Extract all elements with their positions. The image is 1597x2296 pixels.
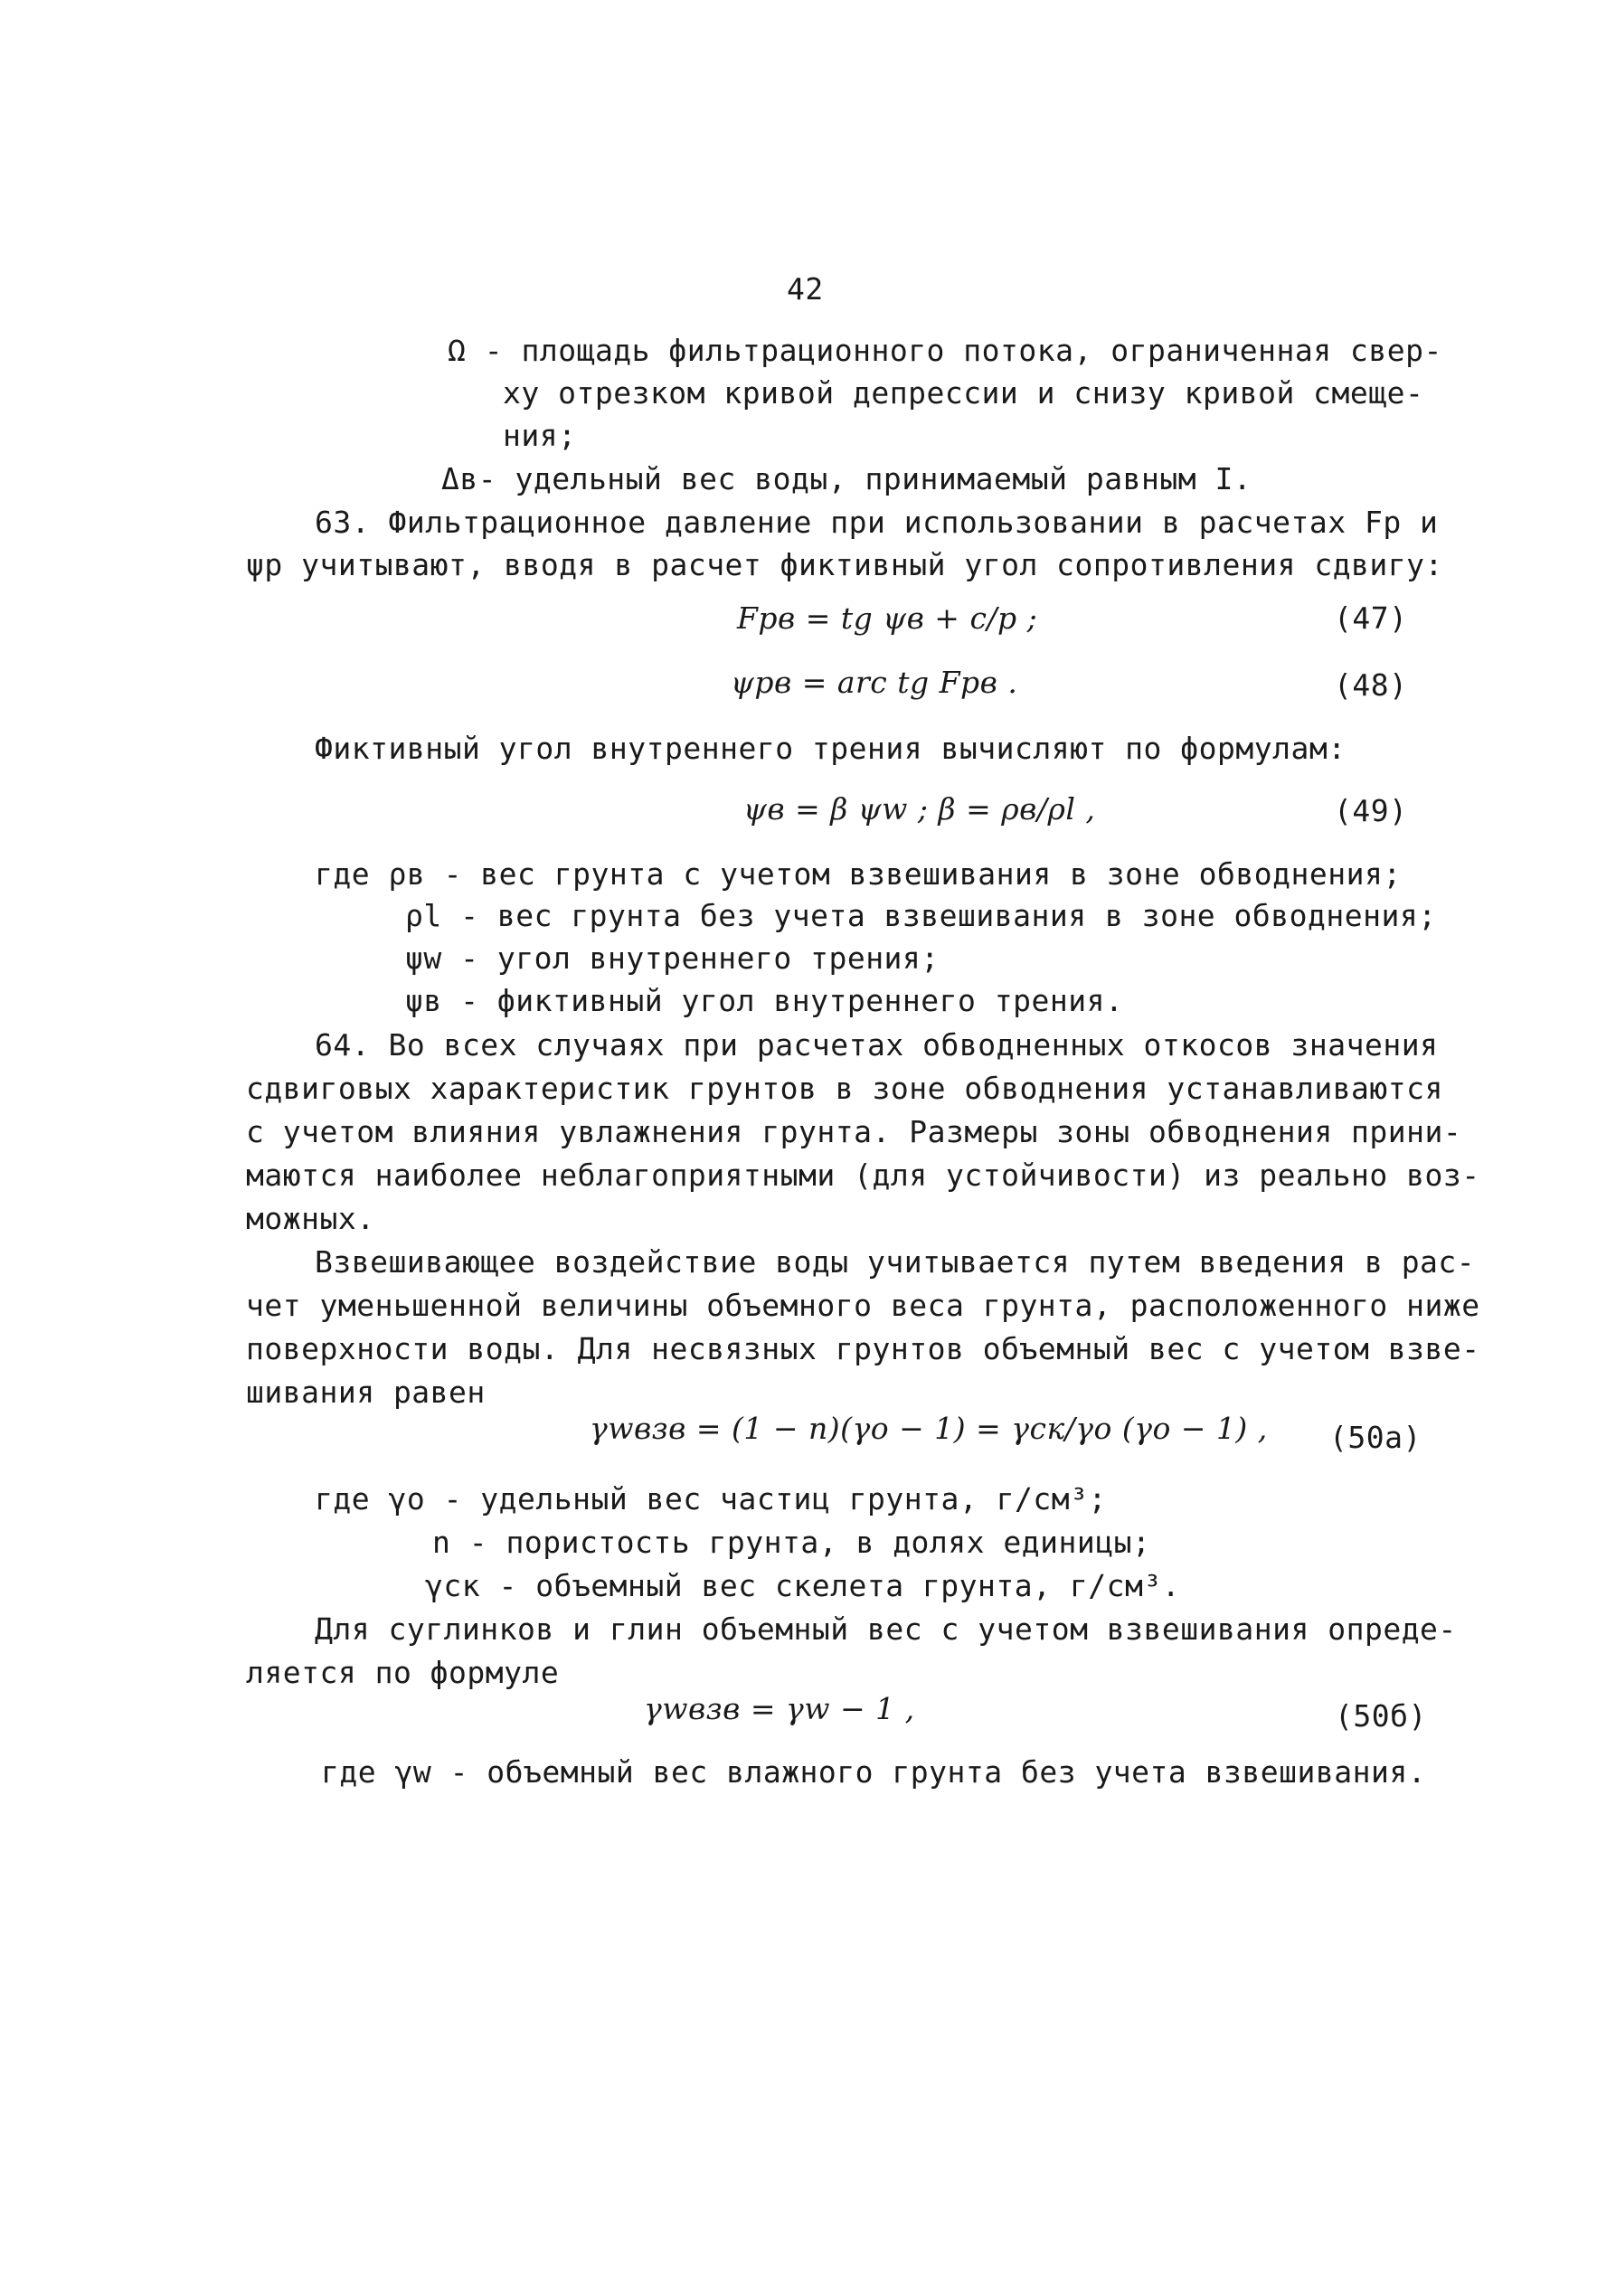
equation-50b: γwвзв = γw − 1 , — [644, 1691, 915, 1726]
text-line-15: маются наиболее неблагоприятными (для устойчивости) из реально воз- — [246, 1157, 1480, 1193]
text-line-14: с учетом влияния увлажнения грунта. Размеры зоны обводнения прини- — [246, 1114, 1462, 1149]
text-line-17: Взвешивающее воздействие воды учитывается путем введения в рас- — [315, 1244, 1476, 1280]
text-line-25: ляется по формуле — [246, 1655, 560, 1690]
equation-number-50b: (50б) — [1335, 1698, 1427, 1734]
text-line-7: Фиктивный угол внутреннего трения вычисляют по формулам: — [315, 731, 1347, 766]
text-line-1: Ω - площадь фильтрационного потока, ограниченная свер- — [448, 333, 1442, 368]
text-line-11: ψв - фиктивный угол внутреннего трения. — [405, 983, 1124, 1018]
equation-48: ψpв = arc tg Fpв . — [731, 665, 1018, 700]
text-line-9: ρl - вес грунта без учета взвешивания в зоне обводнения; — [405, 898, 1437, 933]
equation-number-48: (48) — [1334, 667, 1408, 703]
text-line-16: можных. — [246, 1201, 375, 1236]
equation-number-50a: (50а) — [1329, 1420, 1422, 1455]
page-number: 42 — [787, 271, 824, 307]
text-line-22: n - пористость грунта, в долях единицы; — [432, 1525, 1151, 1560]
text-line-21: где γо - удельный вес частиц грунта, г/см³; — [315, 1481, 1107, 1516]
equation-number-47: (47) — [1334, 600, 1408, 636]
text-line-8: где ρв - вес грунта с учетом взвешивания в зоне обводнения; — [315, 856, 1402, 892]
text-line-5: 63. Фильтрационное давление при использовании в расчетах Fp и — [315, 505, 1439, 540]
equation-50a: γwвзв = (1 − n)(γо − 1) = γск/γо (γо − 1) , — [590, 1411, 1268, 1446]
equation-47: Fpв = tg ψв + c/p ; — [737, 600, 1038, 636]
equation-number-49: (49) — [1334, 793, 1408, 828]
text-line-24: Для суглинков и глин объемный вес с учетом взвешивания опреде- — [315, 1611, 1457, 1647]
text-line-3: ния; — [503, 418, 577, 453]
text-line-6: ψp учитывают, вводя в расчет фиктивный угол сопротивления сдвигу: — [246, 547, 1443, 582]
text-line-19: поверхности воды. Для несвязных грунтов объемный вес с учетом взве- — [246, 1331, 1480, 1366]
text-line-18: чет уменьшенной величины объемного веса грунта, расположенного ниже — [246, 1288, 1480, 1323]
text-line-4: Δв- удельный вес воды, принимаемый равным I. — [441, 461, 1252, 496]
text-line-23: γск - объемный вес скелета грунта, г/см³. — [425, 1568, 1181, 1603]
text-line-13: сдвиговых характеристик грунтов в зоне обводнения устанавливаются — [246, 1071, 1443, 1106]
text-line-20: шивания равен — [246, 1375, 486, 1410]
text-line-12: 64. Во всех случаях при расчетах обводненных откосов значения — [315, 1027, 1439, 1063]
text-line-2: ху отрезком кривой депрессии и снизу кривой смеще- — [503, 375, 1424, 411]
text-line-26: где γw - объемный вес влажного грунта без учета взвешивания. — [321, 1754, 1427, 1790]
equation-49: ψв = β ψw ; β = ρв/ρl , — [743, 791, 1096, 827]
text-line-10: ψw - угол внутреннего трения; — [405, 940, 940, 976]
